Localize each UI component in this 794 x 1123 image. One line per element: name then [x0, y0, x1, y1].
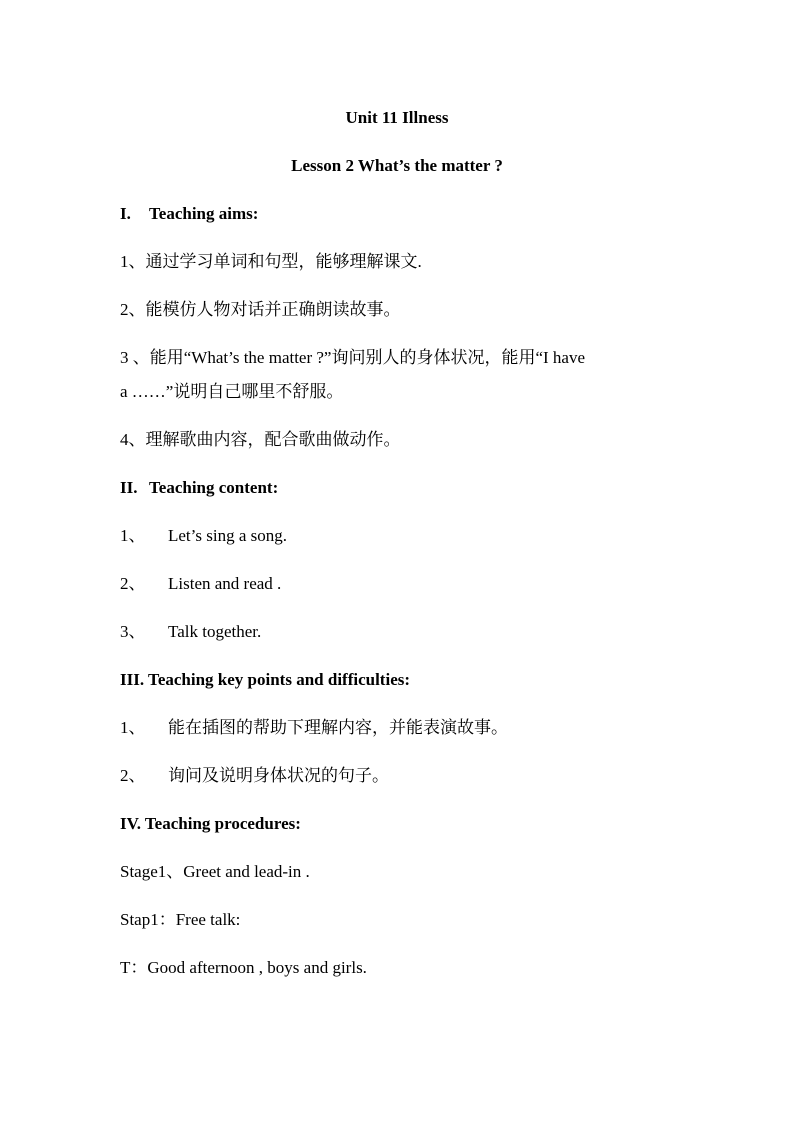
section-title: Teaching aims:: [149, 204, 259, 223]
section-number: II.: [120, 478, 138, 497]
item-number: 2、: [120, 766, 146, 785]
item-text: Talk together.: [168, 622, 262, 641]
procedure-line: Stap1：Free talk:: [120, 910, 241, 929]
item-number: 1、: [120, 718, 146, 737]
aim-item: 4、理解歌曲内容，配合歌曲做动作。: [120, 430, 401, 449]
aim-item: 1、通过学习单词和句型，能够理解课文.: [120, 252, 422, 271]
document-title: Unit 11 Illness: [345, 108, 449, 127]
content-item: [120, 525, 287, 547]
aim-item-continued: a ……”说明自己哪里不舒服。: [120, 382, 344, 401]
item-text: Let’s sing a song.: [168, 526, 287, 545]
item-text: 询问及说明身体状况的句子。: [168, 766, 389, 785]
procedure-line: T：Good afternoon , boys and girls.: [120, 958, 367, 977]
item-text: Listen and read .: [168, 574, 282, 593]
aim-item: 2、能模仿人物对话并正确朗读故事。: [120, 300, 401, 319]
key-point-item: [120, 765, 389, 787]
section-number: I.: [120, 204, 131, 223]
section-title: Teaching content:: [149, 478, 279, 497]
item-number: 3、: [120, 622, 146, 641]
section-heading-key-points: III. Teaching key points and difficulties:: [120, 670, 411, 689]
content-item: [120, 621, 261, 643]
item-text: 能在插图的帮助下理解内容，并能表演故事。: [168, 718, 508, 737]
section-heading-procedures: IV. Teaching procedures:: [120, 814, 301, 833]
content-item: [120, 573, 281, 595]
section-heading-content: [120, 477, 278, 499]
aim-item: 3 、能用“What’s the matter ?”询问别人的身体状况，能用“I have: [120, 348, 586, 367]
item-number: 2、: [120, 574, 146, 593]
procedure-line: Stage1、Greet and lead-in .: [120, 862, 310, 881]
item-number: 1、: [120, 526, 146, 545]
key-point-item: [120, 717, 508, 739]
section-heading-aims: [120, 203, 258, 225]
document-subtitle: Lesson 2 What’s the matter ?: [291, 156, 503, 175]
